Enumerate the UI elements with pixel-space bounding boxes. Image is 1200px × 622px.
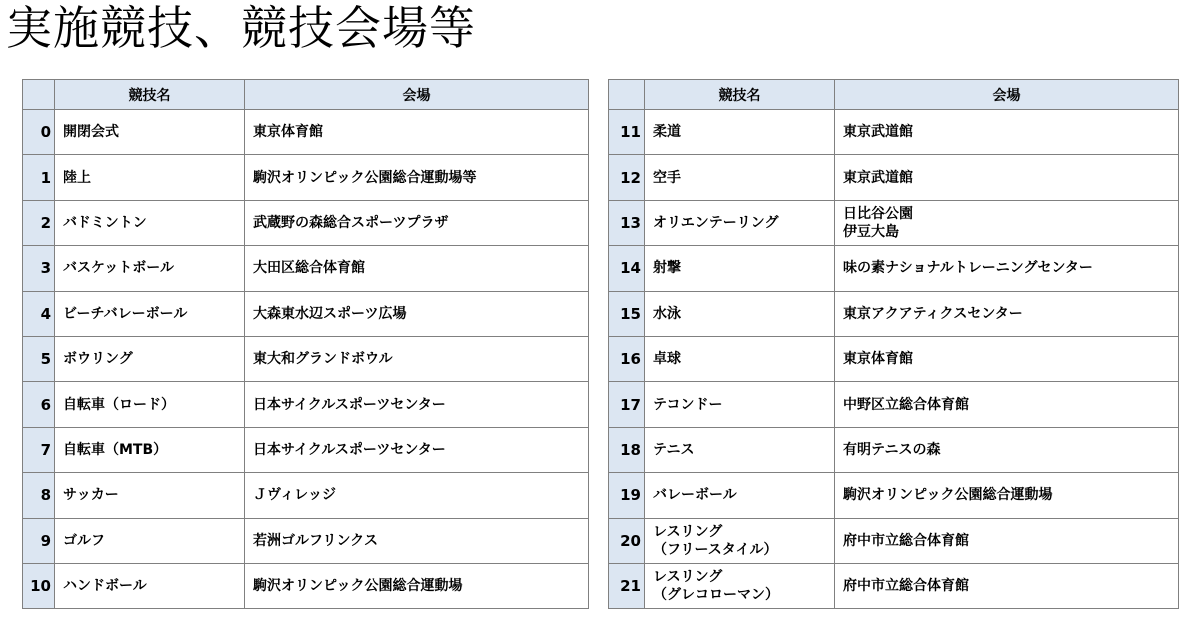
venue-name (835, 518, 1179, 563)
venue-name-line: 東京体育館 (843, 351, 913, 368)
sport-name (55, 200, 245, 245)
venue-name (835, 473, 1179, 518)
table-row (609, 291, 1179, 336)
sport-name-line: バスケットボール (63, 260, 175, 277)
table-row (609, 200, 1179, 245)
venue-name-line: 日本サイクルスポーツセンター (253, 396, 446, 413)
venue-name (245, 246, 589, 291)
row-number: 7 (23, 427, 55, 472)
sport-column-header: 競技名 (645, 80, 835, 110)
sport-name-line: 卓球 (653, 351, 681, 368)
venue-name-line: 府中市立総合体育館 (843, 578, 969, 595)
sport-name (55, 473, 245, 518)
sport-name (55, 336, 245, 381)
table-row (609, 110, 1179, 155)
venue-name (245, 155, 589, 200)
sport-name-line: テコンドー (653, 396, 723, 413)
venue-name-line: 駒沢オリンピック公園総合運動場等 (253, 169, 477, 186)
sport-name (55, 382, 245, 427)
table-row (609, 473, 1179, 518)
row-number: 2 (23, 200, 55, 245)
sport-name-line: バドミントン (63, 214, 147, 231)
row-number: 1 (23, 155, 55, 200)
venue-name-line: 若洲ゴルフリンクス (253, 532, 379, 549)
row-number: 14 (609, 246, 645, 291)
row-number: 12 (609, 155, 645, 200)
sport-name-line: オリエンテーリング (653, 214, 779, 231)
table-header-row (23, 80, 589, 110)
sport-name (645, 110, 835, 155)
sport-name-line: 空手 (653, 169, 681, 186)
venue-name-line: 東京武道館 (843, 169, 913, 186)
venue-name (245, 427, 589, 472)
row-number: 15 (609, 291, 645, 336)
sport-name (645, 382, 835, 427)
table-header-row (609, 80, 1179, 110)
sport-name-line: レスリング (653, 569, 723, 586)
row-number: 13 (609, 200, 645, 245)
row-number: 9 (23, 518, 55, 563)
sport-name (645, 155, 835, 200)
venue-name (835, 110, 1179, 155)
sport-name (645, 200, 835, 245)
table-row (609, 563, 1179, 608)
table-row (609, 427, 1179, 472)
venue-name (835, 246, 1179, 291)
venue-name (835, 427, 1179, 472)
table-row (609, 518, 1179, 563)
row-number: 6 (23, 382, 55, 427)
sport-name (55, 563, 245, 608)
sport-name (55, 427, 245, 472)
table-row (23, 200, 589, 245)
venue-name-line: 駒沢オリンピック公園総合運動場 (253, 578, 463, 595)
sport-name (55, 110, 245, 155)
events-table-right-body (609, 110, 1179, 609)
venue-name-line: 有明テニスの森 (843, 441, 941, 458)
venue-name-line: 大田区総合体育館 (253, 260, 365, 277)
events-table-left-body (23, 110, 589, 609)
venue-name-line: 中野区立総合体育館 (843, 396, 969, 413)
venue-name (835, 563, 1179, 608)
sport-name-line: レスリング (653, 523, 723, 540)
sport-name (645, 246, 835, 291)
row-number: 17 (609, 382, 645, 427)
venue-name (245, 518, 589, 563)
sport-name (55, 155, 245, 200)
sport-name-line: ビーチバレーボール (63, 305, 188, 322)
sport-name-line: 柔道 (653, 124, 681, 141)
venue-name (835, 291, 1179, 336)
sport-name (645, 473, 835, 518)
venue-name (835, 336, 1179, 381)
venue-column-header: 会場 (245, 80, 589, 110)
row-number: 5 (23, 336, 55, 381)
venue-name (245, 473, 589, 518)
sport-name-line: ゴルフ (63, 532, 105, 549)
sport-name-line: 自転車（MTB） (63, 441, 168, 458)
row-number: 19 (609, 473, 645, 518)
sport-name (645, 291, 835, 336)
row-number: 4 (23, 291, 55, 336)
sport-name (645, 518, 835, 563)
sport-name-line: ボウリング (63, 351, 133, 368)
sport-name-line: 開閉会式 (63, 124, 119, 141)
venue-name-line: 東京武道館 (843, 124, 913, 141)
table-row (609, 246, 1179, 291)
table-row (609, 382, 1179, 427)
table-row (23, 427, 589, 472)
sport-name (645, 336, 835, 381)
sport-name-line: サッカー (63, 487, 119, 504)
sport-name (645, 427, 835, 472)
venue-name-line: 東京体育館 (253, 124, 323, 141)
row-number: 10 (23, 563, 55, 608)
sport-name (55, 518, 245, 563)
sport-name-line: テニス (653, 441, 695, 458)
row-number: 3 (23, 246, 55, 291)
table-row (609, 336, 1179, 381)
sport-name-line: ハンドボール (63, 578, 147, 595)
venue-name (245, 291, 589, 336)
sport-name (645, 563, 835, 608)
sport-name-line: 陸上 (63, 169, 91, 186)
venue-name-line: 府中市立総合体育館 (843, 532, 969, 549)
table-row (23, 473, 589, 518)
events-table-left (22, 79, 589, 609)
table-row (23, 155, 589, 200)
venue-name (245, 336, 589, 381)
sport-name-line: 射撃 (653, 260, 681, 277)
row-number: 16 (609, 336, 645, 381)
venue-name (245, 563, 589, 608)
table-row (23, 518, 589, 563)
venue-name-line: 味の素ナショナルトレーニングセンター (843, 260, 1093, 277)
venue-name-line: 武蔵野の森総合スポーツプラザ (253, 214, 449, 231)
row-number: 8 (23, 473, 55, 518)
venue-name (245, 382, 589, 427)
sport-name-line: バレーボール (653, 487, 737, 504)
table-row (23, 291, 589, 336)
number-column-header (23, 80, 55, 110)
table-row (23, 246, 589, 291)
row-number: 18 (609, 427, 645, 472)
venue-name (245, 110, 589, 155)
sport-name-line: （フリースタイル） (653, 541, 778, 558)
sport-name-line: 自転車（ロード） (63, 396, 175, 413)
sport-name-line: （グレコローマン） (653, 587, 779, 604)
venue-column-header: 会場 (835, 80, 1179, 110)
sport-column-header: 競技名 (55, 80, 245, 110)
page-title: 実施競技、競技会場等 (6, 1, 476, 55)
venue-name-line: 日比谷公園 (843, 205, 913, 222)
venue-name (245, 200, 589, 245)
venue-name-line: Ｊヴィレッジ (253, 487, 337, 504)
row-number: 11 (609, 110, 645, 155)
venue-name (835, 155, 1179, 200)
table-row (23, 110, 589, 155)
venue-name-line: 東大和グランドボウル (253, 351, 393, 368)
venue-name-line: 駒沢オリンピック公園総合運動場 (843, 487, 1053, 504)
venue-name-line: 日本サイクルスポーツセンター (253, 441, 446, 458)
events-table-right (608, 79, 1179, 609)
sport-name-line: 水泳 (653, 305, 681, 322)
sport-name (55, 291, 245, 336)
venue-name (835, 200, 1179, 245)
table-row (23, 382, 589, 427)
venue-name-line: 伊豆大島 (843, 223, 899, 240)
number-column-header (609, 80, 645, 110)
table-row (23, 336, 589, 381)
table-row (609, 155, 1179, 200)
row-number: 21 (609, 563, 645, 608)
venue-name (835, 382, 1179, 427)
row-number: 0 (23, 110, 55, 155)
venue-name-line: 東京アクアティクスセンター (843, 305, 1023, 322)
table-row (23, 563, 589, 608)
row-number: 20 (609, 518, 645, 563)
sport-name (55, 246, 245, 291)
venue-name-line: 大森東水辺スポーツ広場 (253, 305, 407, 322)
